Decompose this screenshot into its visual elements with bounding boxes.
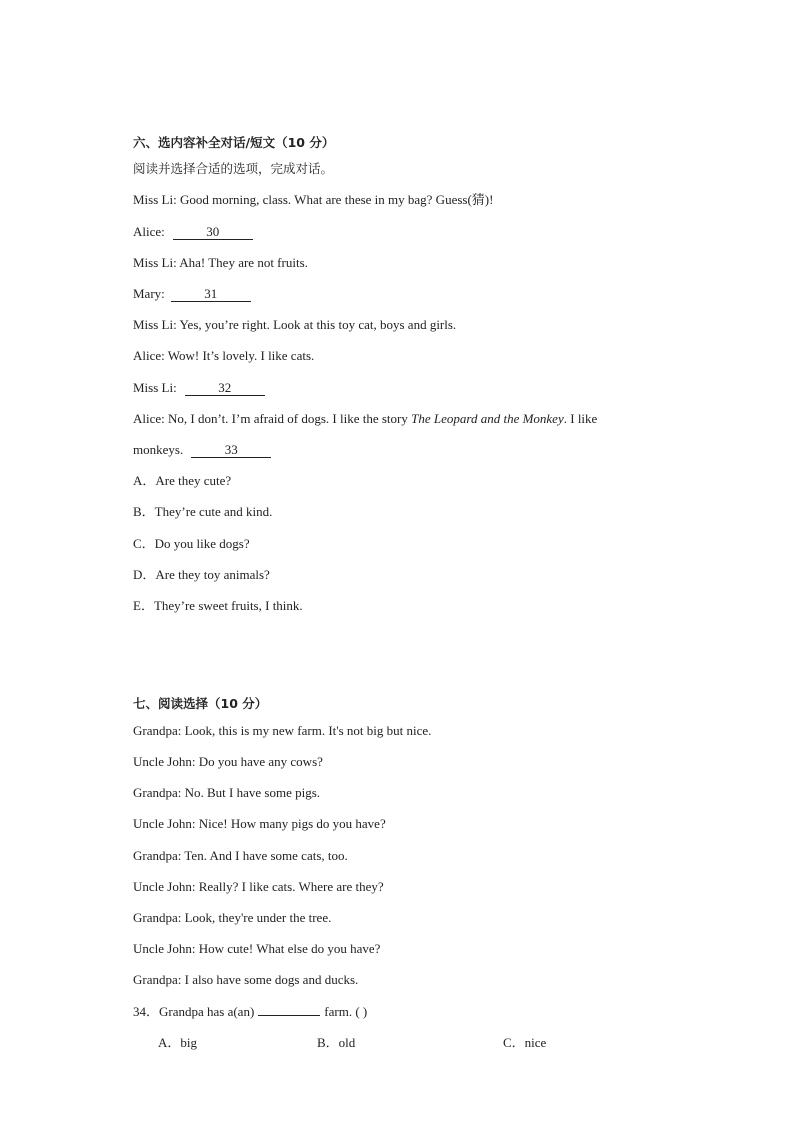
dialog-line: Uncle John: Really? I like cats. Where are they? (133, 879, 384, 894)
question-text: 34．Grandpa has a(an) (133, 1004, 255, 1019)
question-34-option-a: A．big (158, 1035, 198, 1050)
dialog-line: Grandpa: Look, they're under the tree. (133, 910, 332, 925)
option-c: C．Do you like dogs? (133, 536, 250, 551)
question-34-option-b: B．old (317, 1035, 356, 1050)
answer-blank-32: 32 (185, 381, 265, 396)
dialog-text: . I like (563, 411, 598, 426)
section-6-instruction: 阅读并选择合适的选项，完成对话。 (133, 161, 334, 176)
speaker: Mary: (133, 286, 165, 301)
answer-blank-30: 30 (173, 225, 253, 240)
question-text: farm. ( ) (324, 1004, 368, 1019)
dialog-text: monkeys. (133, 442, 184, 457)
dialog-line: Grandpa: No. But I have some pigs. (133, 785, 321, 800)
dialog-line: Miss Li: Good morning, class. What are these in my bag? Guess(猜)! (133, 192, 494, 207)
dialog-line (133, 380, 265, 396)
dialog-line: Alice: Wow! It’s lovely. I like cats. (133, 348, 315, 363)
dialog-line: Miss Li: Aha! They are not fruits. (133, 255, 308, 270)
option-d: D．Are they toy animals? (133, 567, 270, 582)
question-34-option-c: C．nice (503, 1035, 547, 1050)
dialog-line: Uncle John: Do you have any cows? (133, 754, 323, 769)
story-title: The Leopard and the Monkey (411, 411, 564, 426)
dialog-line (133, 224, 253, 240)
dialog-line: Uncle John: Nice! How many pigs do you have? (133, 816, 386, 831)
option-a: A．Are they cute? (133, 473, 232, 488)
section-6-heading: 六、选内容补全对话/短文（10 分） (133, 135, 335, 150)
dialog-line: Grandpa: I also have some dogs and ducks. (133, 972, 359, 987)
option-e: E．They’re sweet fruits, I think. (133, 598, 303, 613)
answer-blank-33: 33 (191, 443, 271, 458)
question-34 (133, 1004, 367, 1020)
speaker: Alice: (133, 224, 165, 239)
dialog-line: Miss Li: Yes, you’re right. Look at this toy cat, boys and girls. (133, 317, 457, 332)
speaker: Miss Li: (133, 380, 177, 395)
dialog-line: Uncle John: How cute! What else do you have? (133, 941, 381, 956)
dialog-text: Alice: No, I don’t. I’m afraid of dogs. I like the story (133, 411, 412, 426)
section-7-heading: 七、阅读选择（10 分） (133, 696, 268, 711)
dialog-line (133, 286, 251, 302)
dialog-line: Grandpa: Look, this is my new farm. It's not big but nice. (133, 723, 432, 738)
option-b: B．They’re cute and kind. (133, 504, 273, 519)
answer-blank-34 (258, 1015, 320, 1016)
dialog-line (133, 411, 597, 427)
dialog-line (133, 442, 271, 458)
answer-blank-31: 31 (171, 287, 251, 302)
dialog-line: Grandpa: Ten. And I have some cats, too. (133, 848, 348, 863)
